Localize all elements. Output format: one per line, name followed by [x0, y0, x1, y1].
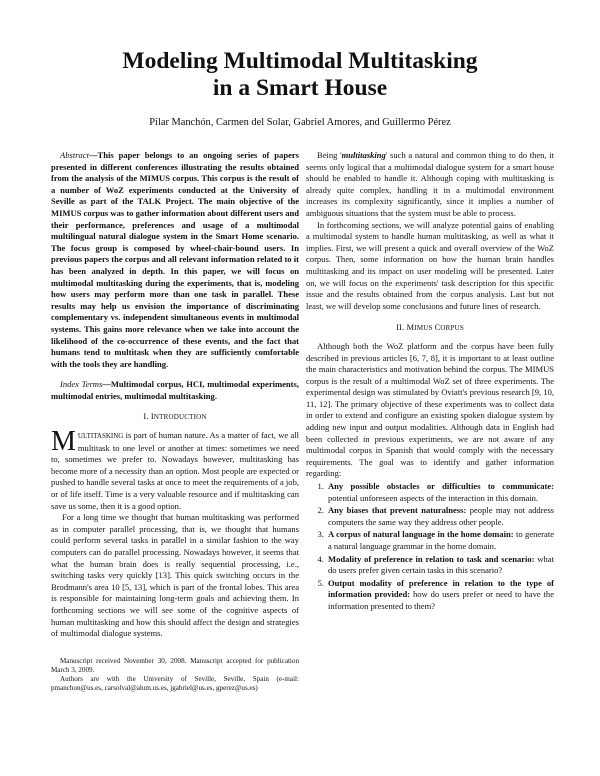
list-item: 2. Any biases that prevent naturalness: people may not address computers the same way they address other people.	[326, 505, 554, 528]
footnote-authors: Authors are with the University of Seville, Seville, Spain (e-mail: pmanchon@us.es, carsolval@alum.us.es, jgabriel@us.es, gperez@us.es)	[51, 675, 299, 693]
abstract	[51, 150, 299, 370]
right-column	[306, 150, 554, 614]
title-line-1: Modeling Multimodal Multitasking	[122, 48, 478, 74]
drop-cap: M	[51, 426, 76, 458]
index-terms-text: —Multimodal corpus, HCI, multimodal experiments, multimodal entries, multimodal multitasking.	[51, 379, 299, 401]
intro-paragraph-1: MULTITASKING is part of human nature. As a matter of fact, we all multitask to one level or another at times: sometimes we need to, sometimes we prefer to. Nowadays however, multitasking has become more of a necessity than an option. Most people are expected or pushed to handle several tasks at once to meet the requirements of a job, or of life itself. Time is a very valuable resource and if multitasking can save us some, then it is a good option.	[51, 426, 299, 511]
left-column	[51, 150, 299, 694]
list-item: 1. Any possible obstacles or difficulties to communicate: potential unforeseen aspects of the interaction in this domain.	[326, 481, 554, 504]
right-paragraph-1: Being 'multitasking' such a natural and common thing to do then, it seems only logical that a multimodal dialogue system for a smart house should be enabled to handle it. Although coping with multitasking is already quite complex, handling it in a multimodal environment increases its complexity significantly, since it implies a number of ambiguous situations that the system must be able to process.	[306, 150, 554, 218]
list-item: 4. Modality of preference in relation to task and scenario: what do users prefer given certain tasks in this scenario?	[326, 554, 554, 577]
footnote-manuscript: Manuscript received November 30, 2008. Manuscript accepted for publication March 3, 2009.	[51, 656, 299, 674]
intro-paragraph-2: For a long time we thought that human multitasking was performed as in computer parallel processing, that is, we thought that humans could perform several tasks in parallel in a similar fashion to the way computers can do parallel processing. Nowadays however, it seems that what the human brain does is really sequential processing, i.e., switching tasks very quickly [13]. This quick switching occurs in the Brodmann's area 10 [5, 13], which is part of the frontal lobes. This area is responsible for maintaining long-term goals and achieving them. In forthcoming sections we will see some of the cognitive aspects of human multitasking and how this should affect the design and strategies of multimodal dialogue systems.	[51, 512, 299, 639]
author-list: Pilar Manchón, Carmen del Solar, Gabriel Amores, and Guillermo Pérez	[149, 117, 451, 128]
list-item: 3. A corpus of natural language in the home domain: to generate a natural language grammar in the home domain.	[326, 529, 554, 552]
section-heading-introduction: I. INTRODUCTION	[143, 412, 207, 422]
section-heading-mimus-corpus: II. MIMUS CORPUS	[396, 323, 464, 333]
index-terms-label: Index Terms	[60, 379, 103, 390]
paper-title	[0, 48, 600, 102]
corpus-paragraph-1: Although both the WoZ platform and the corpus have been fully described in previous articles [6, 7, 8], it is important to at least outline the main characteristics and motivation behind the corpus. The MIMUS corpus is the result of a multimodal WoZ set of three experiments. The experimental design was stimulated by Oviatt's previous research [9, 10, 11, 12]. The primary objective of these experiments was to collect data in order to extend and configure an existing spoken dialogue system by adding new input and output modalities. Although data in English had been collected in previous experiments, we are not aware of any multimodal corpus in Spanish that would comply with the necessary requirements. The goal was to identify and gather information regarding:	[306, 340, 554, 479]
abstract-label: Abstract	[60, 150, 89, 160]
goals-list	[306, 481, 554, 613]
abstract-text: —This paper belongs to an ongoing series of papers presented in different conferences illustrating the results obtained from the analysis of the MIMUS corpus. This corpus is the result of a number of WoZ experiments conducted at the University of Seville as part of the TALK Project. The main objective of the MIMUS corpus was to gather information about different users and their performance, preferences and usage of a multimodal multilingual natural dialogue system in the Smart Home scenario. The focus group is composed by wheel-chair-bound users. In previous papers the corpus and all relevant information related to it has been analyzed in depth. In this paper, we will focus on multimodal multitasking during the experiments, that is, modeling how users may perform more than one task in parallel. These results may help us envision the importance of discriminating complementary vs. independent simultaneous events in multimodal systems. This gains more relevance when we take into account the likelihood of the co-occurrence of these events, and the fact that humans tend to multitask when they are sufficiently comfortable with the tools they are handling.	[51, 150, 299, 369]
index-terms	[51, 379, 299, 402]
right-paragraph-2: In forthcoming sections, we will analyze potential gains of enabling a multimodal system to handle human multitasking, as well as what it implies. First, we will present a quick and overall overview of the WoZ corpus. Then, some information on how the human brain handles multitasking and its impact on user modeling will be presented. Later on, we will focus on the experiments' task description for this specific issue and the results obtained from the corpus analysis. Last but not least, we will develop some conclusions and future lines of research.	[306, 219, 554, 311]
title-line-2: in a Smart House	[212, 75, 388, 101]
list-item: 5. Output modality of preference in relation to the type of information provided: how do users prefer or need to have the information presented to them?	[326, 578, 554, 613]
